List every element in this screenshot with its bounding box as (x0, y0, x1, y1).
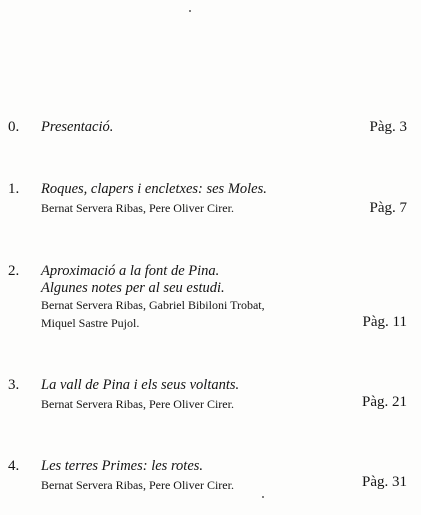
entry-title: La vall de Pina i els seus voltants. (41, 377, 240, 393)
entry-authors: Bernat Servera Ribas, Gabriel Bibiloni Trobat, (41, 298, 265, 312)
entry-page: Pàg. 3 (369, 119, 407, 135)
entry-number: 1. (8, 181, 20, 197)
entry-page: Pàg. 7 (369, 200, 407, 216)
entry-authors-line-2: Miquel Sastre Pujol. (41, 316, 140, 330)
entry-title-line-2: Algunes notes per al seu estudi. (41, 280, 225, 296)
paper-speck (189, 10, 191, 12)
entry-page: Pàg. 21 (362, 394, 407, 410)
entry-authors: Bernat Servera Ribas, Pere Oliver Cirer. (41, 397, 234, 411)
entry-title: Les terres Primes: les rotes. (41, 458, 204, 474)
paper-speck (262, 496, 264, 498)
entry-number: 2. (8, 263, 20, 279)
entry-number: 0. (8, 119, 20, 135)
entry-authors: Bernat Servera Ribas, Pere Oliver Cirer. (41, 201, 234, 215)
entry-number: 4. (8, 458, 20, 474)
entry-page: Pàg. 11 (362, 314, 407, 330)
entry-title: Presentació. (41, 119, 114, 135)
entry-authors: Bernat Servera Ribas, Pere Oliver Cirer. (41, 478, 234, 492)
entry-title: Roques, clapers i encletxes: ses Moles. (41, 181, 267, 197)
entry-number: 3. (8, 377, 20, 393)
entry-page: Pàg. 31 (362, 474, 407, 490)
entry-title: Aproximació a la font de Pina. (41, 263, 220, 279)
